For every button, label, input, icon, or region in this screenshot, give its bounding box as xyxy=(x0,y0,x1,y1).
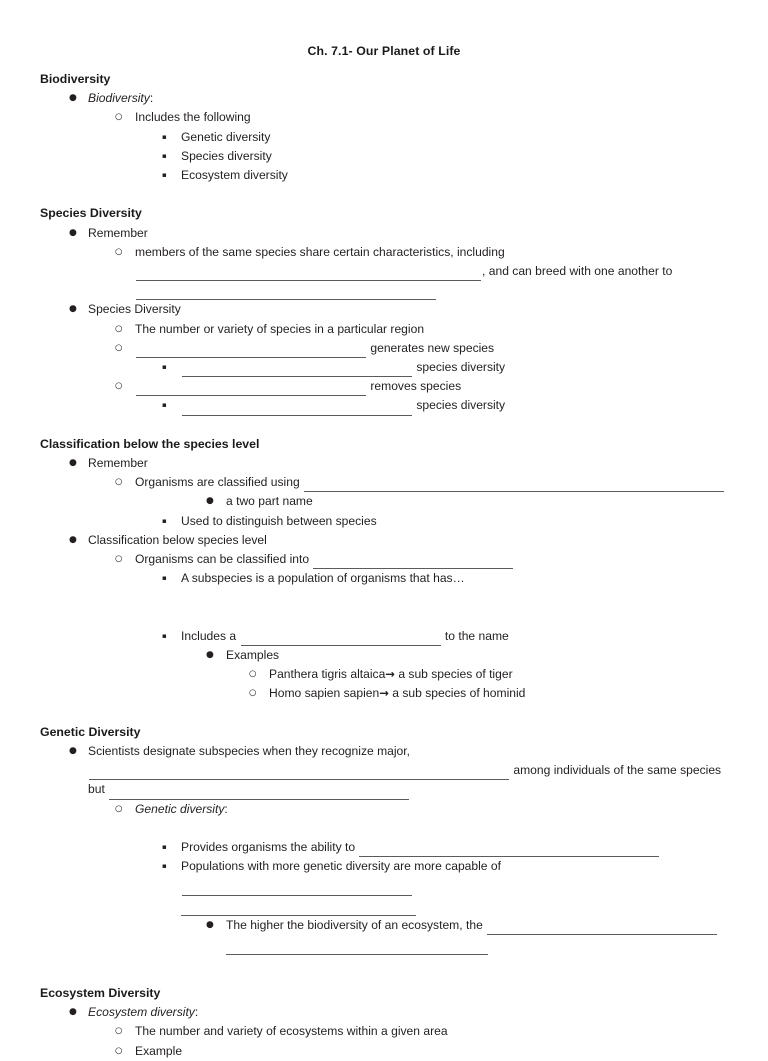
section-gap xyxy=(40,974,728,984)
fill-in-blank[interactable] xyxy=(89,766,509,780)
list-item-text: A subspecies is a population of organisms that has… xyxy=(181,571,465,586)
list-item-text xyxy=(88,89,728,108)
list-item xyxy=(40,1003,728,1022)
text-fragment: generates new species xyxy=(370,340,495,355)
section-gap xyxy=(40,416,728,435)
bullet-level3-icon: ▪ xyxy=(162,631,167,640)
bullet-level3-icon: ▪ xyxy=(162,574,167,583)
fill-in-blank-continuation[interactable] xyxy=(226,941,488,955)
list-item xyxy=(40,89,728,108)
list-item-text xyxy=(135,550,728,569)
text-fragment: removes species xyxy=(370,379,462,394)
list-item-text xyxy=(181,396,728,415)
list-item xyxy=(40,339,728,358)
fill-in-blank[interactable] xyxy=(182,402,412,416)
list-item xyxy=(40,243,728,301)
list-item-text xyxy=(226,916,728,955)
list-item xyxy=(40,492,728,511)
section-heading-species-diversity: Species Diversity xyxy=(40,206,142,221)
example-name: Panthera tigris altaica xyxy=(269,667,386,682)
list-item xyxy=(40,1022,728,1041)
answer-gap xyxy=(40,588,728,607)
list-item-text xyxy=(181,627,728,646)
list-item-text xyxy=(269,684,728,703)
term-colon: : xyxy=(149,91,154,106)
text-fragment: Scientists designate subspecies when they recognize major, xyxy=(88,744,411,759)
bullet-level4-icon: ● xyxy=(206,650,214,661)
bullet-level1-icon: ● xyxy=(69,1007,77,1018)
bullet-level5-icon: ○ xyxy=(249,669,257,680)
list-item xyxy=(40,627,728,646)
bullet-level3-icon: ▪ xyxy=(162,862,167,871)
bullet-level2-icon: ○ xyxy=(115,323,123,334)
answer-gap xyxy=(40,819,728,838)
text-fragment: Provides organisms the ability to xyxy=(181,840,356,855)
bullet-level2-icon: ○ xyxy=(115,342,123,353)
bullet-level4-icon: ● xyxy=(206,496,214,507)
bullet-level1-icon: ● xyxy=(69,304,77,315)
bullet-level3-icon: ▪ xyxy=(162,171,167,180)
list-item-text: The number or variety of species in a particular region xyxy=(135,321,425,336)
bullet-level5-icon: ○ xyxy=(249,688,257,699)
list-item-text: The number and variety of ecosystems within a given area xyxy=(135,1024,448,1039)
list-item xyxy=(40,742,728,800)
term-biodiversity: Biodiversity xyxy=(88,91,150,106)
list-item xyxy=(40,166,728,185)
fill-in-blank[interactable] xyxy=(136,382,366,396)
text-fragment: to the name xyxy=(444,628,509,643)
bullet-level3-icon: ▪ xyxy=(162,132,167,141)
list-item-text: a two part name xyxy=(226,494,313,509)
fill-in-blank[interactable] xyxy=(136,267,481,281)
text-fragment: The higher the biodiversity of an ecosystem, the xyxy=(226,917,483,932)
list-item xyxy=(40,684,728,703)
text-fragment: Organisms are classified using xyxy=(135,475,300,490)
fill-in-blank[interactable] xyxy=(136,286,436,300)
list-item xyxy=(40,838,728,857)
list-item-text xyxy=(88,742,728,800)
example-description: a sub species of tiger xyxy=(398,667,513,682)
list-item-text xyxy=(135,243,728,301)
list-item xyxy=(40,665,728,684)
list-item xyxy=(40,377,728,396)
bullet-level3-icon: ▪ xyxy=(162,516,167,525)
list-item-text: Remember xyxy=(88,456,148,471)
list-item xyxy=(40,358,728,377)
arrow-right-icon: → xyxy=(379,686,389,701)
list-item-text: Example xyxy=(135,1043,183,1058)
list-item-text: Remember xyxy=(88,225,148,240)
fill-in-blank[interactable] xyxy=(136,344,366,358)
list-item-text xyxy=(135,339,728,358)
page-title: Ch. 7.1- Our Planet of Life xyxy=(307,44,461,58)
bullet-level1-icon: ● xyxy=(69,458,77,469)
list-item xyxy=(40,800,728,819)
text-fragment: Organisms can be classified into xyxy=(135,552,310,567)
list-item xyxy=(40,916,728,955)
list-item xyxy=(40,646,728,665)
bullet-level2-icon: ○ xyxy=(115,554,123,565)
list-item xyxy=(40,512,728,531)
fill-in-blank-continuation[interactable] xyxy=(181,902,416,916)
term-colon: : xyxy=(224,801,228,816)
list-item xyxy=(40,128,728,147)
list-item xyxy=(40,550,728,569)
list-item xyxy=(40,147,728,166)
list-item xyxy=(40,1042,728,1061)
text-fragment: and can breed with one another to xyxy=(488,264,673,279)
list-item-text xyxy=(181,838,728,857)
list-item xyxy=(40,857,728,915)
bullet-level3-icon: ▪ xyxy=(162,151,167,160)
list-item xyxy=(40,531,728,550)
section-heading-genetic-diversity: Genetic Diversity xyxy=(40,724,141,739)
list-item-text xyxy=(135,377,728,396)
bullet-level3-icon: ▪ xyxy=(162,401,167,410)
arrow-right-icon: → xyxy=(385,667,395,682)
bullet-level1-icon: ● xyxy=(69,746,77,757)
list-item-text: Species diversity xyxy=(181,148,272,163)
list-item xyxy=(40,320,728,339)
list-item-text: Used to distinguish between species xyxy=(181,513,377,528)
section-gap xyxy=(40,704,728,723)
bullet-level2-icon: ○ xyxy=(115,112,123,123)
bullet-level1-icon: ● xyxy=(69,227,77,238)
text-fragment: species diversity xyxy=(416,360,506,375)
list-item-text xyxy=(181,857,728,915)
example-description: a sub species of hominid xyxy=(392,686,526,701)
section-gap xyxy=(40,955,728,974)
bullet-level3-icon: ▪ xyxy=(162,363,167,372)
section-heading-classification: Classification below the species level xyxy=(40,436,260,451)
fill-in-blank[interactable] xyxy=(241,632,441,646)
list-item-text: Ecosystem diversity xyxy=(181,168,288,183)
list-item xyxy=(40,300,728,319)
list-item-text xyxy=(135,473,728,492)
bullet-level2-icon: ○ xyxy=(115,381,123,392)
list-item-text xyxy=(135,800,728,819)
section-heading-biodiversity: Biodiversity xyxy=(40,72,111,86)
bullet-level1-icon: ● xyxy=(69,93,77,104)
bullet-level4-icon: ● xyxy=(206,919,214,930)
list-item xyxy=(40,108,728,127)
list-item xyxy=(40,396,728,415)
fill-in-blank[interactable] xyxy=(182,882,412,896)
text-fragment: , xyxy=(482,264,486,279)
list-item-text: Genetic diversity xyxy=(181,129,271,144)
fill-in-blank[interactable] xyxy=(359,843,659,857)
term-genetic-diversity: Genetic diversity xyxy=(135,801,225,816)
bullet-level2-icon: ○ xyxy=(115,246,123,257)
bullet-level3-icon: ▪ xyxy=(162,843,167,852)
fill-in-blank[interactable] xyxy=(313,555,513,569)
list-item-text xyxy=(181,358,728,377)
fill-in-blank[interactable] xyxy=(109,786,409,800)
list-item xyxy=(40,224,728,243)
text-fragment: among individuals of the same species but xyxy=(88,763,722,797)
bullet-level2-icon: ○ xyxy=(115,477,123,488)
list-item-text: Species Diversity xyxy=(88,302,181,317)
list-item xyxy=(40,454,728,473)
section-gap xyxy=(40,185,728,204)
example-name: Homo sapien sapien xyxy=(269,686,380,701)
term-ecosystem-diversity: Ecosystem diversity xyxy=(88,1005,195,1020)
list-item-text xyxy=(88,1003,728,1022)
section-heading-ecosystem-diversity: Ecosystem Diversity xyxy=(40,986,161,1001)
list-item xyxy=(40,473,728,492)
list-item-text: Includes the following xyxy=(135,110,251,125)
term-colon: : xyxy=(194,1005,199,1020)
list-item-text: Classification below species level xyxy=(88,532,267,547)
list-item-text xyxy=(269,665,728,684)
fill-in-blank[interactable] xyxy=(182,363,412,377)
answer-gap xyxy=(40,608,728,627)
bullet-level2-icon: ○ xyxy=(115,1045,123,1056)
text-fragment: Includes a xyxy=(181,628,237,643)
fill-in-blank[interactable] xyxy=(304,478,724,492)
bullet-level1-icon: ● xyxy=(69,534,77,545)
list-item xyxy=(40,569,728,588)
fill-in-blank[interactable] xyxy=(487,921,717,935)
text-fragment: members of the same species share certain characteristics, including xyxy=(135,244,505,259)
text-fragment: Populations with more genetic diversity are more capable of xyxy=(181,859,501,874)
list-item-text: Examples xyxy=(226,648,280,663)
bullet-level2-icon: ○ xyxy=(115,803,123,814)
bullet-level2-icon: ○ xyxy=(115,1026,123,1037)
text-fragment: species diversity xyxy=(416,398,506,413)
